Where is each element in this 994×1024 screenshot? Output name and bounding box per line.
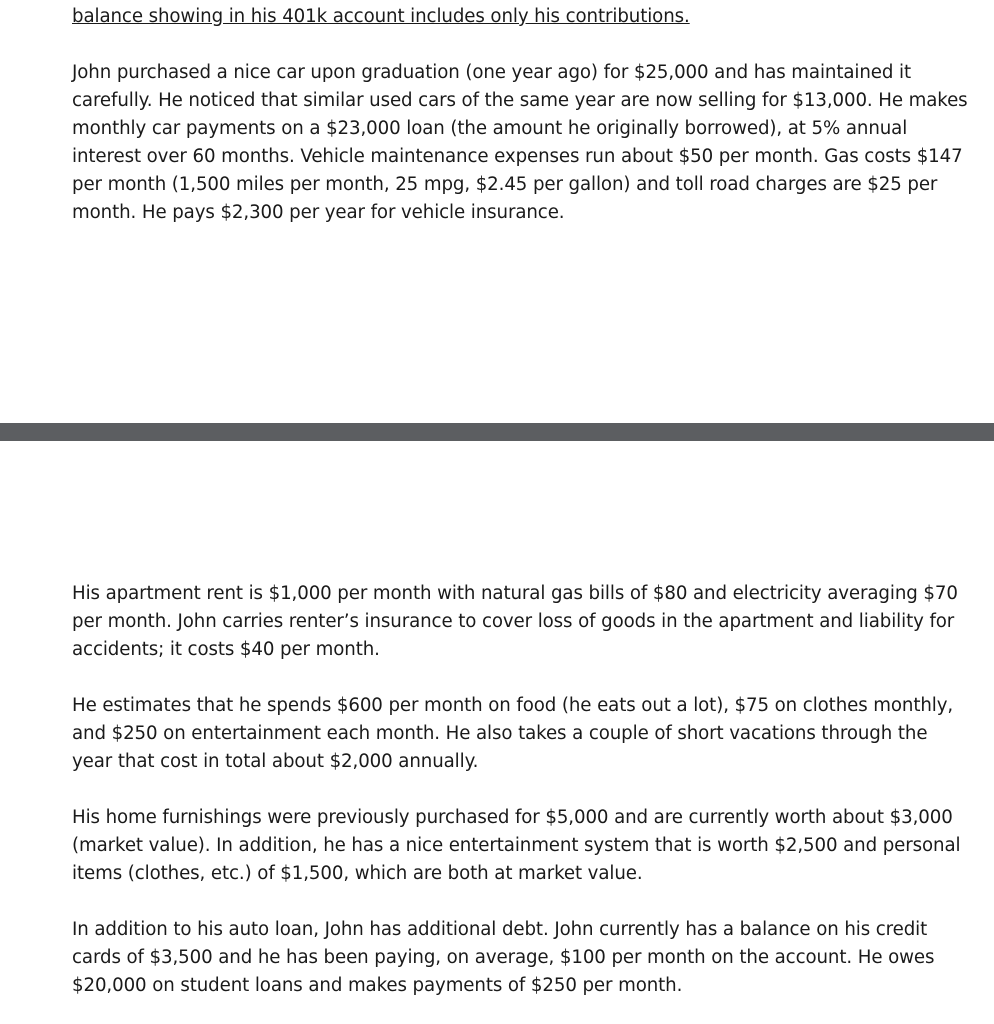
document-page-bottom: [0, 441, 994, 1024]
document-page-top: [0, 0, 994, 423]
car-expenses-paragraph: John purchased a nice car upon graduation (one year ago) for $25,000 and has maintained it carefully. He noticed that similar used cars of the same year are now selling for $13,000. He makes monthly car payments on a $23,000 loan (the amount he originally borrowed), at 5% annual interest over 60 months. Vehicle maintenance expenses run about $50 per month. Gas costs $147 per month (1,500 miles per month, 25 mpg, $2.45 per gallon) and toll road charges are $25 per month. He pays $2,300 per year for vehicle insurance.: [72, 62, 968, 223]
page-break-divider: [0, 423, 994, 441]
furnishings-paragraph: His home furnishings were previously purchased for $5,000 and are currently worth about $3,000 (market value). In addition, he has a nice entertainment system that is worth $2,500 and personal items (clothes, etc.) of $1,500, which are both at market value.: [72, 807, 961, 884]
debt-paragraph: In addition to his auto loan, John has additional debt. John currently has a balance on his credit cards of $3,500 and he has been paying, on average, $100 per month on the account. He owes $20,000 on student loans and makes payments of $250 per month.: [72, 919, 935, 996]
carryover-line: balance showing in his 401k account includes only his contributions.: [72, 6, 690, 27]
rent-paragraph: His apartment rent is $1,000 per month with natural gas bills of $80 and electricity averaging $70 per month. John carries renter’s insurance to cover loss of goods in the apartment and liability for accidents; it costs $40 per month.: [72, 583, 958, 660]
spending-paragraph: He estimates that he spends $600 per month on food (he eats out a lot), $75 on clothes monthly, and $250 on entertainment each month. He also takes a couple of short vacations through the year that cost in total about $2,000 annually.: [72, 695, 954, 772]
